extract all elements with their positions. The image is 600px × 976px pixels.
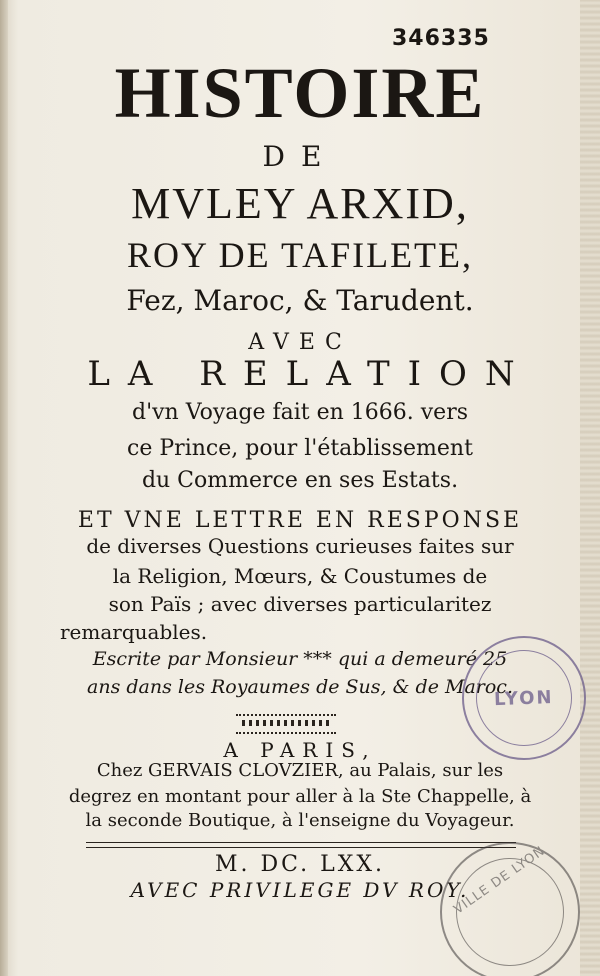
author-line-2: ans dans les Royaumes de Sus, & de Maroc. bbox=[87, 676, 513, 698]
title-name: MVLEY ARXID, bbox=[131, 179, 469, 228]
title-de: DE bbox=[262, 140, 338, 173]
author-line-1: Escrite par Monsieur *** qui a demeuré 25 bbox=[92, 648, 508, 670]
shelfmark-number: 346335 bbox=[392, 26, 490, 51]
title-religion: la Religion, Mœurs, & Coustumes de bbox=[112, 564, 488, 588]
double-rule-top bbox=[86, 842, 516, 843]
double-rule-bottom bbox=[86, 847, 516, 848]
imprint-city: A PARIS, bbox=[223, 738, 377, 762]
lower-stamp-text: VILLE DE LYON bbox=[451, 843, 549, 918]
imprint-printer: Chez GERVAIS CLOVZIER, au Palais, sur les bbox=[96, 760, 504, 781]
title-avec: AVEC bbox=[248, 330, 352, 355]
title-diverses: de diverses Questions curieuses faites sur bbox=[86, 534, 514, 558]
title-histoire: HISTOIRE bbox=[114, 53, 486, 133]
imprint-address-2: la seconde Boutique, à l'enseigne du Voyageur. bbox=[85, 810, 515, 831]
title-prince: ce Prince, pour l'établissement bbox=[127, 436, 473, 461]
title-pais: son Païs ; avec diverses particularitez bbox=[108, 592, 492, 616]
ville-de-lyon-stamp-icon bbox=[440, 842, 580, 976]
title-voyage: d'vn Voyage fait en 1666. vers bbox=[131, 400, 468, 425]
imprint-date: M. DC. LXX. bbox=[214, 852, 386, 877]
title-lettre: ET VNE LETTRE EN RESPONSE bbox=[77, 508, 523, 533]
title-roy: ROY DE TAFILETE, bbox=[126, 235, 474, 275]
library-stamp-text: LYON bbox=[493, 686, 555, 710]
imprint-privilege: AVEC PRIVILEGE DV ROY. bbox=[130, 878, 470, 902]
title-commerce: du Commerce en ses Estats. bbox=[141, 468, 459, 493]
title-relation: LA RELATION bbox=[87, 354, 533, 394]
title-remarquables: remarquables. bbox=[60, 620, 208, 644]
printer-ornament bbox=[236, 714, 336, 734]
imprint-address-1: degrez en montant pour aller à la Ste Chappelle, à bbox=[68, 786, 532, 807]
title-places: Fez, Maroc, & Tarudent. bbox=[126, 284, 474, 317]
